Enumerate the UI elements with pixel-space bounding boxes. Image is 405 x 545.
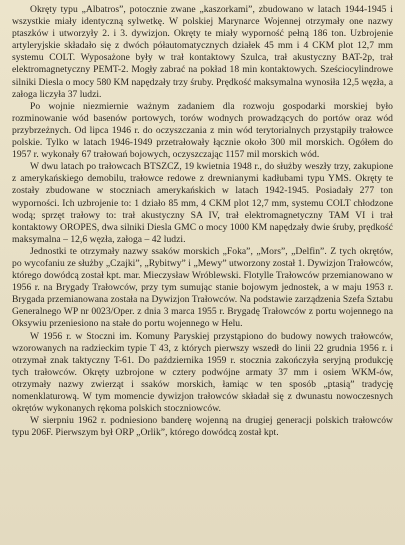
paragraph-t43: W 1956 r. w Stoczni im. Komuny Paryskiej przystąpiono do budowy nowych trałowców, wzorowanych na radzieckim typie T 43, z których pierwszy wszedł do linii 22 grudnia 1956 r. i otrzymał znak taktyczny T-61. Do października 1959 r. stocznia zakończyła seryjną produkcję tych trałowców. Okręty uzbrojone w cztery podwójne armaty 37 mm i osiem WKM-ów, otrzymały nazwy zwierząt i ssaków morskich, łamiąc w ten sposób „ptasią” tradycję nomenklaturową. W tym momencie dywizjon trałowców składał się z dwunastu nowoczesnych okrętów wykonanych rękoma polskich stoczniowców. <box>12 330 393 415</box>
paragraph-albatros: Okręty typu „Albatros”, potocznie zwane „kaszorkami”, zbudowano w latach 1944-1945 i wszystkie miały identyczną sylwetkę. W polskiej Marynarce Wojennej otrzymały one nazwy ptaszków i utworzyły 2. i 3. dywizjon. Okręty te miały wyporność pełną 186 ton. Uzbrojenie artyleryjskie składało się z dwóch półautomatycznych działek 45 mm i 4 CKM plot 12,7 mm systemu COLT. Wyposażone były w trał kontaktowy Szulca, trał akustyczny BAT-2p, trał elektromagnetyczny PEMT-2. Mogły zabrać na pokład 18 min kontaktowych. Sześciocylindrowe silniki Diesla o mocy 580 KM napędzały trzy śruby. Prędkość maksymalna wynosiła 12,5 węzła, a załoga liczyła 37 ludzi. <box>12 4 393 100</box>
paragraph-demining: Po wojnie niezmiernie ważnym zadaniem dla rozwoju gospodarki morskiej było rozminowanie wód basenów portowych, torów wodnych prowadzących do portów oraz wód przybrzeżnych. Od lipca 1946 r. do oczyszczania z min wód terytorialnych przystąpiły trałowce polskie. Tylko w latach 1946-1949 przetrałowały łącznie około 300 mil morskich. Ogółem do 1957 r. wykonały 67 trałowań bojowych, oczyszczając 1157 mil morskich wód. <box>12 100 393 161</box>
paragraph-206f: W sierpniu 1962 r. podniesiono banderę wojenną na drugiej generacji polskich trałowców typu 206F. Pierwszym był ORP „Orlik”, którego dowódcą został kpt. <box>12 415 393 439</box>
paragraph-yms: W dwu latach po trałowcach BTSZCZ, 19 kwietnia 1948 r., do służby weszły trzy, zakupione z amerykańskiego demobilu, trałowce redowe z drewnianymi kadłubami typu YMS. Okręty te zostały zbudowane w stoczniach amerykańskich w latach 1942-1945. Posiadały 277 ton wyporności. Ich uzbrojenie to: 1 działo 85 mm, 4 CKM plot 12,7 mm, systemu COLT chłodzone wodą; sprzęt trałowy to: trał akustyczny SA IV, trał elektromagnetyczny TAM VI i trał kontaktowy OROPES, dwa silniki Diesla GMC o mocy 1000 KM napędzały dwie śruby, prędkość maksymalna – 12,6 węzła, załoga – 42 ludzi. <box>12 161 393 245</box>
paragraph-marine-mammals: Jednostki te otrzymały nazwy ssaków morskich „Foka”, „Mors”, „Delfin”. Z tych okrętów, po wycofaniu ze służby „Czajki”, „Rybitwy” i „Mewy” utworzony został 1. Dywizjon Trałowców, którego dowódcą został kpt. mar. Mieczysław Wróblewski. Flotylle Trałowców przemianowano w 1956 r. na Brygady Trałowców, przy tym sumując stanie bojowym jednostek, a w maju 1953 r. Brygada przemianowana została na Dywizjon Trałowców. Na podstawie zarządzenia Szefa Sztabu Generalnego WP nr 0023/Oper. z dnia 3 marca 1955 r. Brygadę Trałowców z portu wojennego na Oksywiu przeniesiono na stałe do portu wojennego w Helu. <box>12 245 393 330</box>
